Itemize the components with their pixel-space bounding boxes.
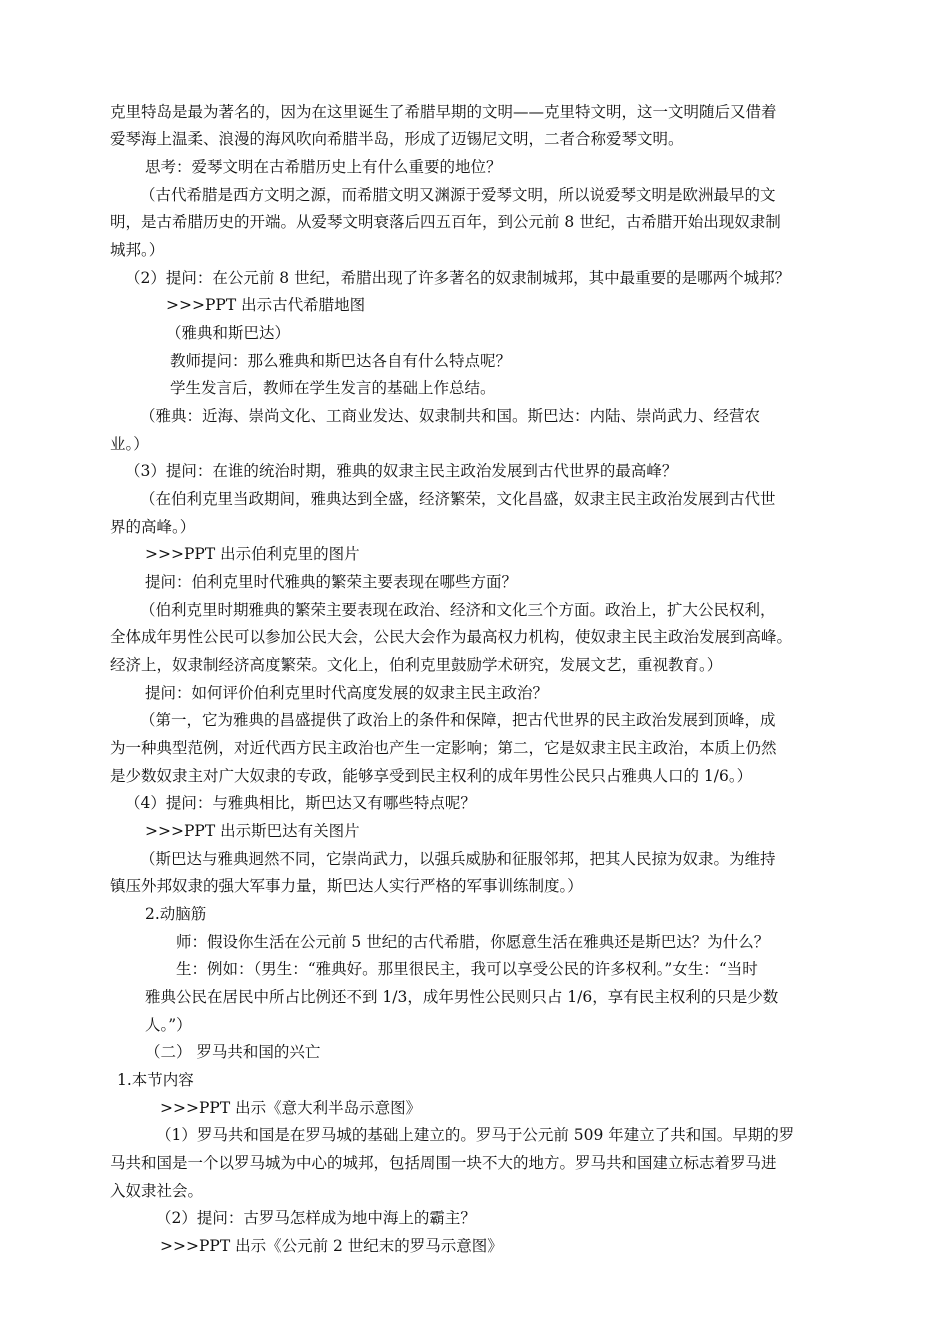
text-line: （4）提问：与雅典相比，斯巴达又有哪些特点呢？: [125, 794, 476, 812]
text-line: >>>PPT 出示古代希腊地图: [166, 296, 366, 314]
text-line: 1.本节内容: [117, 1071, 194, 1089]
text-line: 入奴隶社会。: [110, 1182, 204, 1200]
text-line: （3）提问：在谁的统治时期，雅典的奴隶主民主政治发展到古代世界的最高峰？: [125, 462, 678, 480]
text-line: （2）提问：在公元前 8 世纪，希腊出现了许多著名的奴隶制城邦，其中最重要的是哪两个城邦？: [125, 269, 791, 287]
text-line: 镇压外邦奴隶的强大军事力量，斯巴达人实行严格的军事训练制度。）: [110, 877, 583, 895]
text-line: （2）提问：古罗马怎样成为地中海上的霸主？: [156, 1209, 476, 1227]
text-line: （古代希腊是西方文明之源，而希腊文明又渊源于爱琴文明，所以说爱琴文明是欧洲最早的文: [140, 186, 776, 204]
text-line: 学生发言后，教师在学生发言的基础上作总结。: [170, 379, 496, 397]
text-line: >>>PPT 出示《公元前 2 世纪末的罗马示意图》: [160, 1237, 503, 1255]
text-line: 经济上，奴隶制经济高度繁荣。文化上，伯利克里鼓励学术研究，发展文艺，重视教育。）: [110, 656, 723, 674]
text-line: 雅典公民在居民中所占比例还不到 1/3，成年男性公民则只占 1/6，享有民主权利的只是少数: [145, 988, 779, 1006]
text-line: 思考：爱琴文明在古希腊历史上有什么重要的地位？: [145, 158, 502, 176]
text-line: （伯利克里时期雅典的繁荣主要表现在政治、经济和文化三个方面。政治上，扩大公民权利，: [140, 601, 776, 619]
text-line: 是少数奴隶主对广大奴隶的专政，能够享受到民主权利的成年男性公民只占雅典人口的 1/6。）: [110, 767, 753, 785]
text-line: （1）罗马共和国是在罗马城的基础上建立的。罗马于公元前 509 年建立了共和国。早期的罗: [156, 1126, 795, 1144]
text-line: 界的高峰。）: [110, 518, 196, 536]
text-line: （雅典：近海、崇尚文化、工商业发达、奴隶制共和国。斯巴达：内陆、崇尚武力、经营农: [140, 407, 761, 425]
text-line: 教师提问：那么雅典和斯巴达各自有什么特点呢？: [170, 352, 512, 370]
text-line: 业。）: [110, 435, 149, 453]
text-line: 城邦。）: [110, 241, 165, 259]
text-line: （斯巴达与雅典迥然不同，它崇尚武力，以强兵威胁和征服邻邦，把其人民掠为奴隶。为维持: [140, 850, 776, 868]
text-line: 明，是古希腊历史的开端。从爱琴文明衰落后四五百年，到公元前 8 世纪，古希腊开始出现奴隶制: [110, 213, 781, 231]
text-line: （在伯利克里当政期间，雅典达到全盛，经济繁荣，文化昌盛，奴隶主民主政治发展到古代世: [140, 490, 776, 508]
text-line: 2.动脑筋: [145, 905, 207, 923]
text-line: 克里特岛是最为著名的，因为在这里诞生了希腊早期的文明——克里特文明，这一文明随后又借着: [110, 103, 777, 121]
text-line: >>>PPT 出示伯利克里的图片: [145, 545, 360, 563]
text-line: 马共和国是一个以罗马城为中心的城邦，包括周围一块不大的地方。罗马共和国建立标志着罗马进: [110, 1154, 777, 1172]
text-line: >>>PPT 出示斯巴达有关图片: [145, 822, 360, 840]
text-line: 爱琴海上温柔、浪漫的海风吹向希腊半岛，形成了迈锡尼文明，二者合称爱琴文明。: [110, 130, 684, 148]
text-line: 生：例如：（男生：“雅典好。那里很民主，我可以享受公民的许多权利。”女生：“当时: [176, 960, 758, 978]
text-line: 全体成年男性公民可以参加公民大会，公民大会作为最高权力机构，使奴隶主民主政治发展到高峰。: [110, 628, 793, 646]
text-line: 为一种典型范例，对近代西方民主政治也产生一定影响；第二，它是奴隶主民主政治，本质上仍然: [110, 739, 777, 757]
text-line: （雅典和斯巴达）: [166, 324, 291, 342]
text-line: 提问：如何评价伯利克里时代高度发展的奴隶主民主政治？: [145, 684, 549, 702]
text-line: 人。”）: [145, 1016, 192, 1034]
section-heading: （二） 罗马共和国的兴亡: [145, 1043, 321, 1061]
text-line: 师：假设你生活在公元前 5 世纪的古代希腊，你愿意生活在雅典还是斯巴达？为什么？: [176, 933, 770, 951]
text-line: >>>PPT 出示《意大利半岛示意图》: [160, 1099, 422, 1117]
text-line: （第一，它为雅典的昌盛提供了政治上的条件和保障，把古代世界的民主政治发展到顶峰，成: [140, 711, 776, 729]
text-line: 提问：伯利克里时代雅典的繁荣主要表现在哪些方面？: [145, 573, 518, 591]
